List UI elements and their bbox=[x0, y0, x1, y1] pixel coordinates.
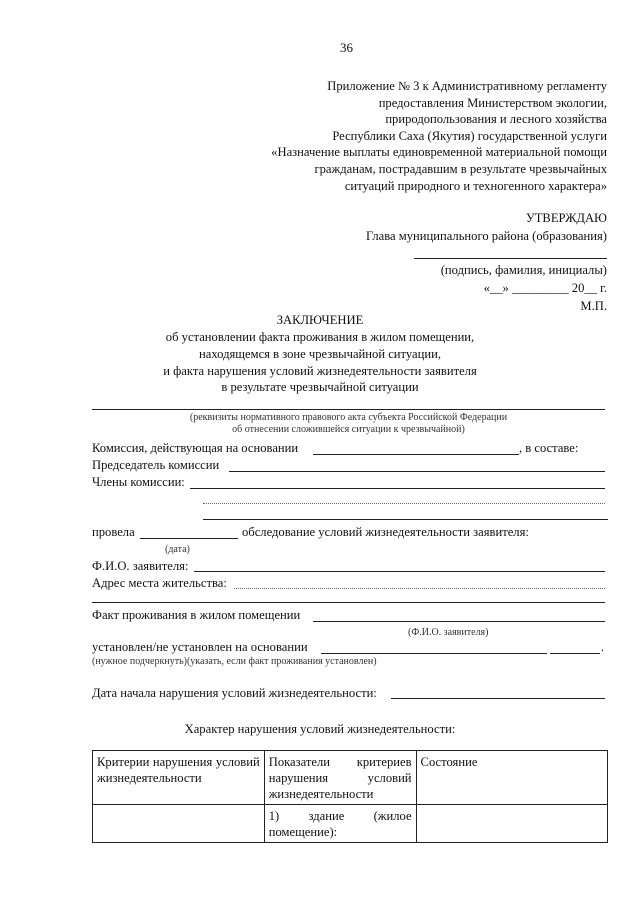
commission-suffix: , в составе: bbox=[519, 441, 579, 455]
chairman-field[interactable] bbox=[229, 471, 605, 472]
violation-start-field[interactable] bbox=[391, 698, 605, 699]
established-caption: (нужное подчеркнуть)(указать, если факт проживания установлен) bbox=[92, 656, 377, 667]
state-header: Состояние bbox=[420, 755, 478, 769]
seal-mark: М.П. bbox=[580, 299, 607, 313]
table-header-cell bbox=[264, 751, 416, 805]
established-label: установлен/не установлен на основании bbox=[92, 640, 308, 654]
chairman-label: Председатель комиссии bbox=[92, 458, 220, 472]
violation-start-label: Дата начала нарушения условий жизнедеятельности: bbox=[92, 686, 377, 700]
appendix-line: предоставления Министерством экологии, bbox=[378, 95, 607, 110]
applicant-name-field[interactable] bbox=[194, 571, 605, 572]
applicant-name-label: Ф.И.О. заявителя: bbox=[92, 559, 189, 573]
conclusion-subtitle-line: и факта нарушения условий жизнедеятельности заявителя bbox=[163, 364, 477, 378]
building-indicator: 1) здание (жилое помещение): bbox=[268, 809, 412, 839]
member-field[interactable] bbox=[190, 488, 605, 489]
established-end: . bbox=[601, 640, 605, 654]
table-header-cell bbox=[93, 751, 265, 805]
applicant-caption: (Ф.И.О. заявителя) bbox=[408, 627, 489, 638]
address-field[interactable] bbox=[234, 588, 605, 589]
member-field[interactable] bbox=[203, 503, 605, 504]
table-cell[interactable] bbox=[93, 805, 265, 843]
members-label: Члены комиссии: bbox=[92, 475, 185, 489]
commission-label: Комиссия, действующая на основании bbox=[92, 441, 299, 455]
appendix-line: Приложение № 3 к Административному регламенту bbox=[327, 79, 607, 93]
established-basis-field[interactable] bbox=[321, 653, 547, 654]
established-basis-field-2[interactable] bbox=[550, 653, 600, 654]
conclusion-subtitle-line: в результате чрезвычайной ситуации bbox=[221, 380, 419, 394]
criteria-header: Критерии нарушения условий жизнедеятельности bbox=[97, 755, 260, 785]
violation-table-title: Характер нарушения условий жизнедеятельности: bbox=[184, 722, 456, 736]
approval-position: Глава муниципального района (образования) bbox=[366, 229, 607, 243]
signature-caption: (подпись, фамилия, инициалы) bbox=[440, 263, 607, 277]
requisites-line bbox=[92, 409, 605, 410]
indicators-header: Показатели критериев нарушения условий жизнедеятельности bbox=[268, 755, 412, 801]
conclusion-subtitle-line: об установлении факта проживания в жилом помещении, bbox=[165, 330, 475, 344]
conducted-label: провела bbox=[92, 525, 135, 539]
appendix-line: гражданам, пострадавшим в результате чрезвычайных bbox=[314, 161, 607, 176]
appendix-line: Республики Саха (Якутия) государственной услуги bbox=[332, 128, 607, 143]
commission-basis-field[interactable] bbox=[313, 454, 519, 455]
violation-table bbox=[92, 750, 608, 843]
table-header-cell bbox=[416, 751, 607, 805]
table-cell[interactable] bbox=[416, 805, 607, 843]
approval-title: УТВЕРЖДАЮ bbox=[525, 211, 607, 225]
table-header-row bbox=[93, 751, 608, 805]
requisites-caption: (реквизиты нормативного правового акта субъекта Российской Федерации bbox=[189, 412, 508, 423]
approval-date-line: «__» _________ 20__ г. bbox=[483, 281, 607, 295]
member-field[interactable] bbox=[203, 519, 608, 520]
page-number: 36 bbox=[340, 40, 353, 55]
appendix-line: ситуаций природного и техногенного характера» bbox=[344, 178, 607, 193]
address-field-2[interactable] bbox=[92, 602, 605, 603]
appendix-line: природопользования и лесного хозяйства bbox=[385, 112, 607, 127]
conducted-suffix: обследование условий жизнедеятельности заявителя: bbox=[242, 525, 529, 539]
requisites-caption: об отнесении сложившейся ситуации к чрезвычайной) bbox=[232, 424, 465, 435]
survey-date-field[interactable] bbox=[140, 538, 238, 539]
conclusion-title: ЗАКЛЮЧЕНИЕ bbox=[276, 313, 364, 327]
appendix-line: «Назначение выплаты единовременной материальной помощи bbox=[271, 145, 607, 160]
conclusion-subtitle-line: находящемся в зоне чрезвычайной ситуации, bbox=[199, 347, 441, 361]
residence-fact-label: Факт проживания в жилом помещении bbox=[92, 608, 301, 622]
table-cell bbox=[264, 805, 416, 843]
signature-line bbox=[414, 258, 607, 259]
address-label: Адрес места жительства: bbox=[92, 576, 227, 590]
residence-fact-field[interactable] bbox=[313, 621, 605, 622]
table-row bbox=[93, 805, 608, 843]
appendix-block bbox=[271, 78, 607, 194]
date-caption: (дата) bbox=[165, 544, 190, 555]
